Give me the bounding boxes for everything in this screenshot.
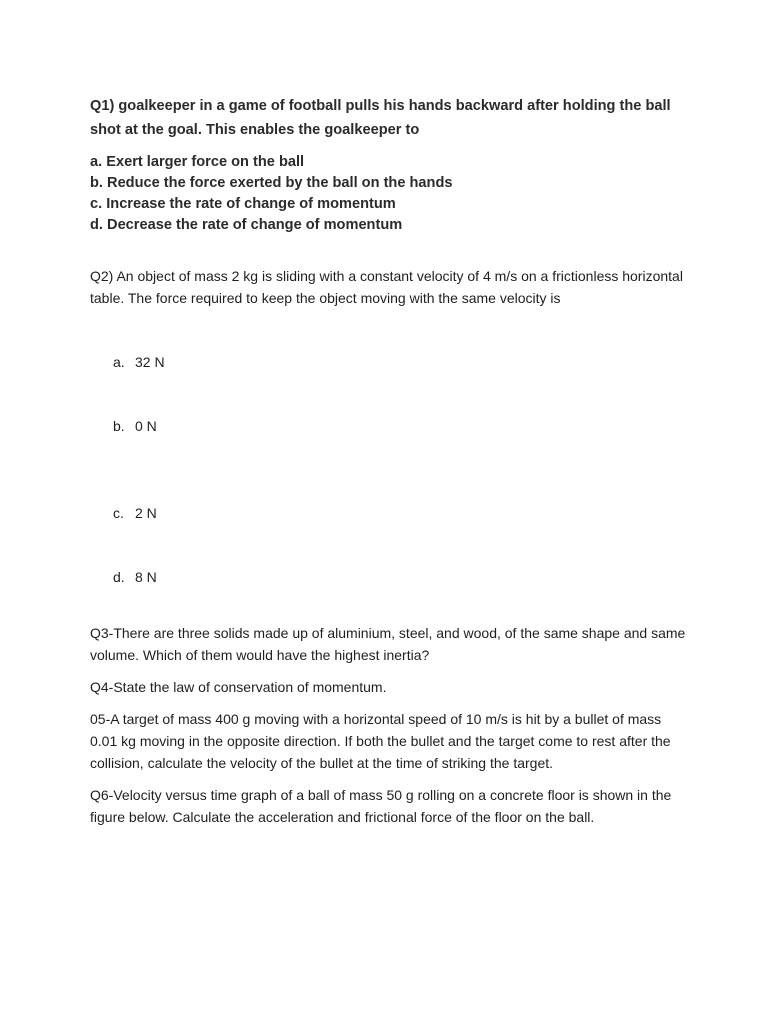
option-text: 8 N <box>135 569 157 585</box>
question-1-option-d: d. Decrease the rate of change of momentum <box>90 217 403 233</box>
question-1-option-c: c. Increase the rate of change of momentum <box>90 196 396 212</box>
question-2-text: Q2) An object of mass 2 kg is sliding with a constant velocity of 4 m/s on a frictionless horizontal table. The force required to keep the object moving with the same velocity is <box>90 268 683 306</box>
question-2-option-c <box>113 503 157 523</box>
option-text: 0 N <box>135 418 157 434</box>
question-2-option-a <box>113 352 165 372</box>
question-3-text: Q3-There are three solids made up of aluminium, steel, and wood, of the same shape and same volume. Which of them would have the highest inertia? <box>90 625 686 663</box>
option-letter: c. <box>113 505 124 521</box>
option-letter: b. <box>113 418 125 434</box>
question-1-options <box>90 152 680 236</box>
option-letter: a. <box>113 354 125 370</box>
option-text: 2 N <box>135 505 157 521</box>
question-2-option-b <box>113 416 157 436</box>
question-1-text: Q1) goalkeeper in a game of football pulls his hands backward after holding the ball shot at the goal. This enables the goalkeeper to <box>90 98 671 138</box>
question-1-option-a: a. Exert larger force on the ball <box>90 154 305 170</box>
question-5-text: 05-A target of mass 400 g moving with a horizontal speed of 10 m/s is hit by a bullet of mass 0.01 kg moving in the opposite direction. If both the bullet and the target come to rest after the collision, calculate the velocity of the bullet at the time of striking the target. <box>90 711 671 771</box>
question-1-option-b: b. Reduce the force exerted by the ball on the hands <box>90 175 453 191</box>
question-4-text: Q4-State the law of conservation of momentum. <box>90 679 387 695</box>
option-text: 32 N <box>135 354 165 370</box>
question-2-option-d <box>113 567 157 587</box>
question-6-text: Q6-Velocity versus time graph of a ball of mass 50 g rolling on a concrete floor is shown in the figure below. Calculate the acceleration and frictional force of the floor on the ball. <box>90 787 672 825</box>
option-letter: d. <box>113 569 125 585</box>
